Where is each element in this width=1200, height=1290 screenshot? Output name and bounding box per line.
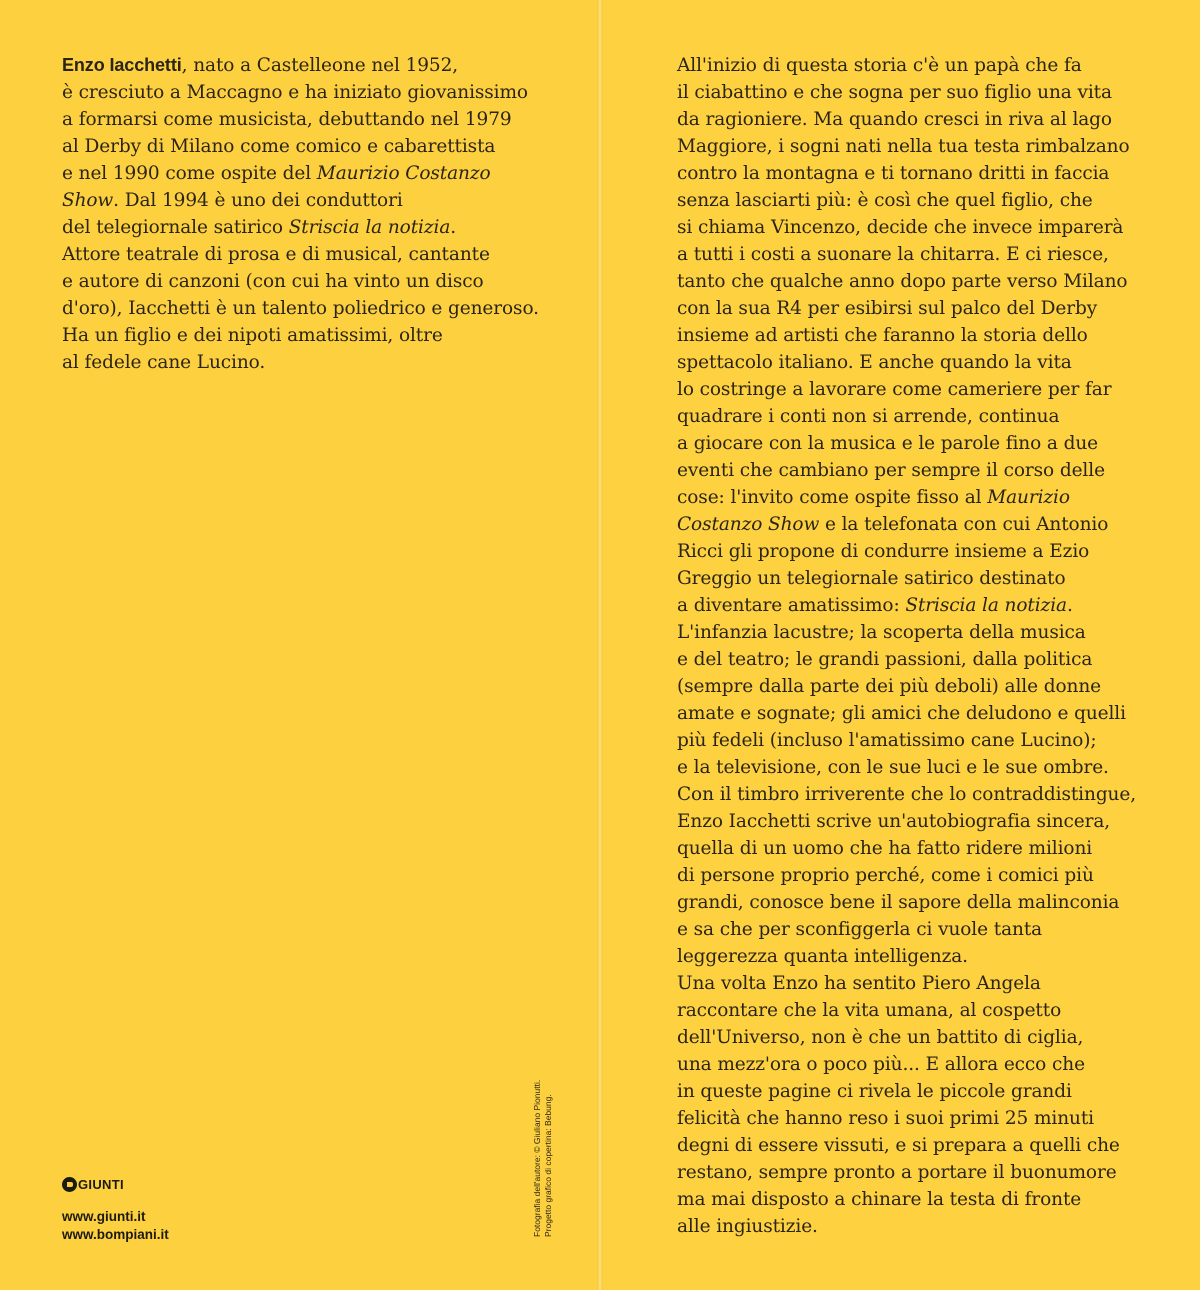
publisher-url-bompiani[interactable]: www.bompiani.it [62, 1227, 169, 1242]
book-blurb [677, 52, 1137, 1240]
blurb-line: Con il timbro irriverente che lo contraddistingue, [677, 784, 1136, 805]
blurb-line: ma mai disposto a chinare la testa di fronte [677, 1189, 1082, 1210]
blurb-line: e sa che per sconfiggerla ci vuole tanta [677, 919, 1043, 940]
show-title: Maurizio Costanzo [316, 163, 491, 184]
blurb-line: All'inizio di questa storia c'è un papà che fa [677, 55, 1082, 76]
show-title: Costanzo Show [677, 514, 820, 535]
blurb-line: amate e sognate; gli amici che deludono e quelli [677, 703, 1126, 724]
blurb-line: restano, sempre pronto a portare il buonumore [677, 1162, 1117, 1183]
blurb-line: degni di essere vissuti, e si prepara a quelli che [677, 1135, 1120, 1156]
blurb-line: si chiama Vincenzo, decide che invece imparerà [677, 217, 1124, 238]
blurb-line: quella di un uomo che ha fatto ridere milioni [677, 838, 1093, 859]
bio-line: e autore di canzoni (con cui ha vinto un disco [62, 271, 484, 292]
blurb-line: alle ingiustizie. [677, 1216, 818, 1237]
publisher-logo [62, 1174, 169, 1194]
blurb-line: tanto che qualche anno dopo parte verso Milano [677, 271, 1128, 292]
bio-line: è cresciuto a Maccagno e ha iniziato giovanissimo [62, 82, 528, 103]
blurb-line: Greggio un telegiornale satirico destinato [677, 568, 1066, 589]
blurb-line: spettacolo italiano. E anche quando la vita [677, 352, 1072, 373]
bio-line: e nel 1990 come ospite del Maurizio Costanzo [62, 163, 491, 184]
bio-line: d'oro), Iacchetti è un talento poliedrico e generoso. [62, 298, 539, 319]
publisher-url-giunti[interactable]: www.giunti.it [62, 1209, 146, 1224]
blurb-line: cose: l'invito come ospite fisso al Maurizio [677, 487, 1070, 508]
blurb-line: contro la montagna e ti tornano dritti in faccia [677, 163, 1110, 184]
bio-line: al fedele cane Lucino. [62, 352, 266, 373]
bio-line: Ha un figlio e dei nipoti amatissimi, oltre [62, 325, 443, 346]
bio-line: del telegiornale satirico Striscia la notizia. [62, 217, 457, 238]
blurb-line: Costanzo Show e la telefonata con cui Antonio [677, 514, 1109, 535]
page-fold [597, 0, 603, 1290]
blurb-line: raccontare che la vita umana, al cospetto [677, 1000, 1062, 1021]
blurb-line: felicità che hanno reso i suoi primi 25 minuti [677, 1108, 1094, 1129]
blurb-line: con la sua R4 per esibirsi sul palco del Derby [677, 298, 1098, 319]
blurb-line: Maggiore, i sogni nati nella tua testa rimbalzano [677, 136, 1130, 157]
blurb-line: senza lasciarti più: è così che quel figlio, che [677, 190, 1093, 211]
blurb-line: grandi, conosce bene il sapore della malinconia [677, 892, 1120, 913]
blurb-line: da ragioniere. Ma quando cresci in riva al lago [677, 109, 1112, 130]
blurb-line: a giocare con la musica e le parole fino a due [677, 433, 1099, 454]
bio-line: a formarsi come musicista, debuttando nel 1979 [62, 109, 512, 130]
blurb-line: a tutti i costi a suonare la chitarra. E ci riesce, [677, 244, 1109, 265]
bio-line: Show. Dal 1994 è uno dei conduttori [62, 190, 403, 211]
blurb-line: lo costringe a lavorare come cameriere per far [677, 379, 1112, 400]
giunti-g-icon [62, 1177, 77, 1192]
photo-credit: Fotografia dell'autore: © Giuliano Pionutti. [532, 1079, 542, 1237]
blurb-line: il ciabattino e che sogna per suo figlio una vita [677, 82, 1112, 103]
blurb-line: dell'Universo, non è che un battito di ciglia, [677, 1027, 1084, 1048]
show-title: Striscia la notizia [288, 217, 451, 238]
blurb-line: L'infanzia lacustre; la scoperta della musica [677, 622, 1086, 643]
blurb-line: una mezz'ora o poco più... E allora ecco che [677, 1054, 1085, 1075]
cover-credits [532, 1062, 560, 1237]
blurb-line: leggerezza quanta intelligenza. [677, 946, 968, 967]
show-title: Maurizio [987, 487, 1070, 508]
blurb-line: Una volta Enzo ha sentito Piero Angela [677, 973, 1041, 994]
design-credit: Progetto grafico di copertina: Bebung. [543, 1094, 553, 1237]
blurb-line: in queste pagine ci rivela le piccole grandi [677, 1081, 1072, 1102]
show-title: Show [62, 190, 114, 211]
bio-line: Enzo Iacchetti, nato a Castelleone nel 1952, [62, 55, 459, 76]
blurb-line: e del teatro; le grandi passioni, dalla politica [677, 649, 1093, 670]
blurb-line: eventi che cambiano per sempre il corso delle [677, 460, 1105, 481]
bio-line: Attore teatrale di prosa e di musical, cantante [62, 244, 490, 265]
publisher-block [62, 1174, 169, 1244]
blurb-line: Ricci gli propone di condurre insieme a Ezio [677, 541, 1090, 562]
blurb-line: Enzo Iacchetti scrive un'autobiografia sincera, [677, 811, 1111, 832]
author-bio [62, 52, 562, 376]
blurb-line: (sempre dalla parte dei più deboli) alle donne [677, 676, 1102, 697]
bio-line: al Derby di Milano come comico e cabarettista [62, 136, 496, 157]
blurb-line: di persone proprio perché, come i comici più [677, 865, 1094, 886]
blurb-line: insieme ad artisti che faranno la storia dello [677, 325, 1088, 346]
publisher-logo-text: GIUNTI [78, 1176, 124, 1192]
blurb-line: e la televisione, con le sue luci e le sue ombre. [677, 757, 1109, 778]
blurb-line: più fedeli (incluso l'amatissimo cane Lucino); [677, 730, 1097, 751]
blurb-line: a diventare amatissimo: Striscia la notizia. [677, 595, 1073, 616]
show-title: Striscia la notizia [905, 595, 1067, 616]
blurb-line: quadrare i conti non si arrende, continua [677, 406, 1060, 427]
author-name: Enzo Iacchetti [62, 55, 182, 75]
